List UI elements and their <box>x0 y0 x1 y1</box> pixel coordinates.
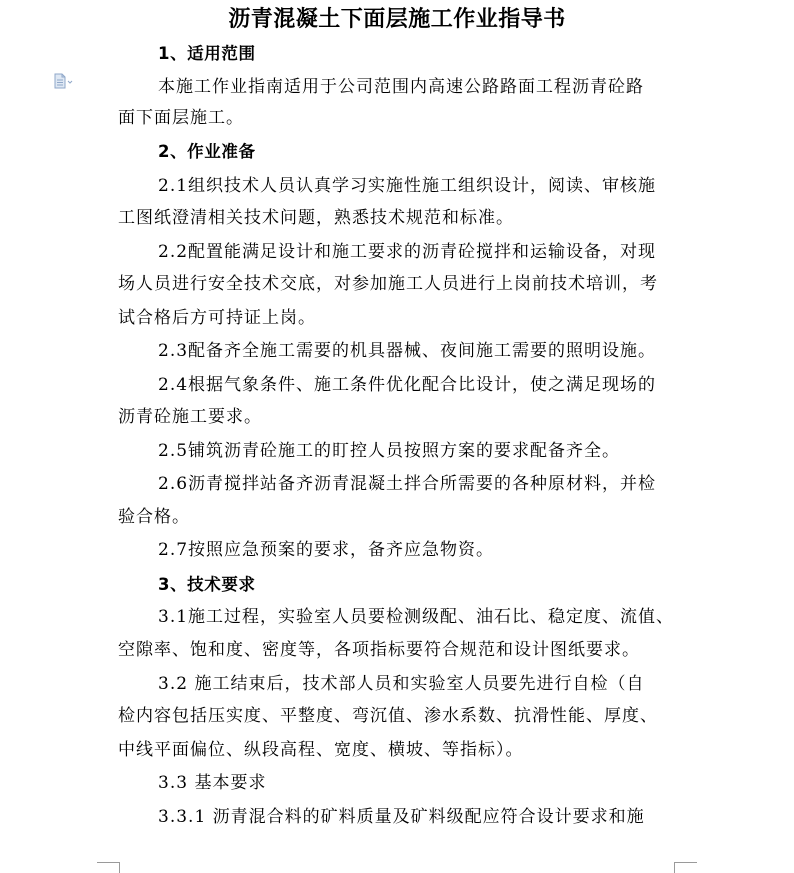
paragraph-line: 工图纸澄清相关技术问题，熟悉技术规范和标准。 <box>118 208 514 228</box>
paragraph-line: 试合格后方可持证上岗。 <box>118 308 316 328</box>
paragraph-line: 验合格。 <box>118 507 190 527</box>
section-heading-scope: 1、适用范围 <box>158 44 256 63</box>
paragraph-line: 中线平面偏位、纵段高程、宽度、横坡、等指标）。 <box>118 740 524 760</box>
paragraph-line: 沥青砼施工要求。 <box>118 407 262 427</box>
paragraph-line: 2.5铺筑沥青砼施工的盯控人员按照方案的要求配备齐全。 <box>158 441 621 461</box>
paragraph-line: 3.2 施工结束后，技术部人员和实验室人员要先进行自检（自 <box>158 674 645 694</box>
paragraph-line: 本施工作业指南适用于公司范围内高速公路路面工程沥青砼路 <box>158 77 644 97</box>
paragraph-line: 2.1组织技术人员认真学习实施性施工组织设计，阅读、审核施 <box>158 176 657 196</box>
page-corner-mark-right <box>674 862 697 873</box>
paragraph-line: 2.6沥青搅拌站备齐沥青混凝土拌合所需要的各种原材料，并检 <box>158 474 657 494</box>
document-title: 沥青混凝土下面层施工作业指导书 <box>228 6 566 32</box>
paragraph-line: 2.2配置能满足设计和施工要求的沥青砼搅拌和运输设备，对现 <box>158 242 657 262</box>
paragraph-line: 空隙率、饱和度、密度等，各项指标要符合规范和设计图纸要求。 <box>118 640 640 660</box>
paragraph-line: 3.3.1 沥青混合料的矿料质量及矿料级配应符合设计要求和施 <box>158 807 645 827</box>
section-heading-technical: 3、技术要求 <box>158 575 256 594</box>
paragraph-line: 2.4根据气象条件、施工条件优化配合比设计，使之满足现场的 <box>158 375 657 395</box>
paragraph-line: 2.3配备齐全施工需要的机具器械、夜间施工需要的照明设施。 <box>158 341 657 361</box>
paragraph-line: 2.7按照应急预案的要求，备齐应急物资。 <box>158 540 495 560</box>
paragraph-line: 面下面层施工。 <box>118 108 244 128</box>
section-heading-preparation: 2、作业准备 <box>158 142 256 161</box>
paragraph-line: 场人员进行安全技术交底，对参加施工人员进行上岗前技术培训，考 <box>118 274 658 294</box>
paragraph-line: 3.1施工过程，实验室人员要检测级配、油石比、稳定度、流值、 <box>158 607 675 627</box>
subsection-heading: 3.3 基本要求 <box>158 773 267 793</box>
page-corner-mark-left <box>97 862 120 873</box>
document-icon[interactable] <box>53 73 73 89</box>
paragraph-line: 检内容包括压实度、平整度、弯沉值、渗水系数、抗滑性能、厚度、 <box>118 706 658 726</box>
